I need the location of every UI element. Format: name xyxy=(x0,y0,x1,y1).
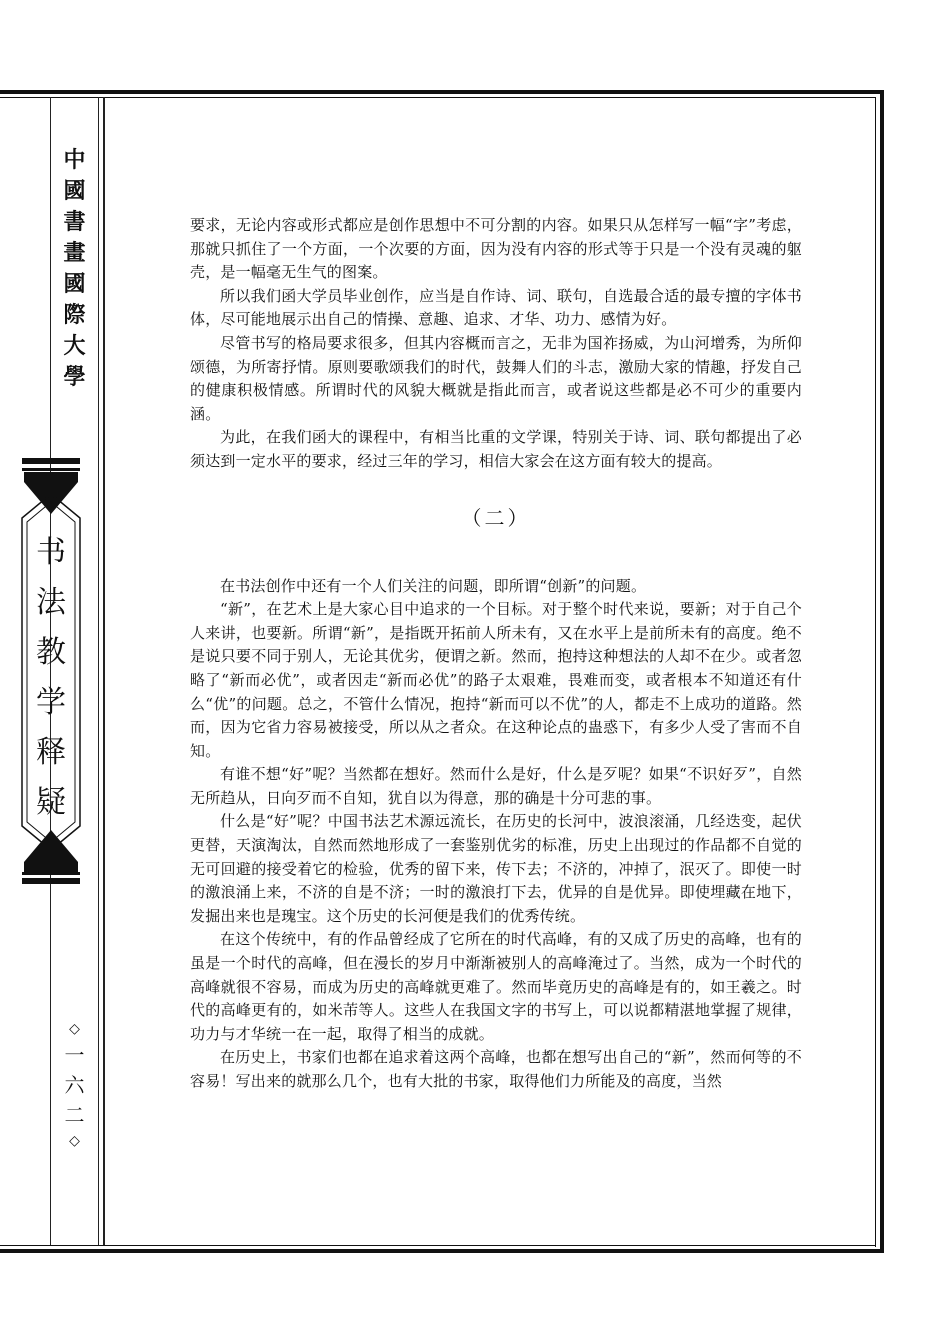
paragraph: 什么是“好”呢？中国书法艺术源远流长，在历史的长河中，波浪滚涌，几经迭变，起伏更替，天演淘汰，自然而然地形成了一套鉴别优劣的标准，历史上出现过的作品都不自觉的无可回避的接受着它的检验，优秀的留下来，传下去；不济的，冲掉了，泯灭了。即使一时的激浪涌上来，不济的自是不济；一时的激浪打下去，优异的自是优异。即使埋藏在地下，发掘出来也是瑰宝。这个历史的长河便是我们的优秀传统。 xyxy=(190,812,802,925)
page-frame-bottom-border xyxy=(0,1249,884,1253)
page-number-char: 六 xyxy=(64,1073,85,1097)
sidebar-rule-divider xyxy=(103,97,105,1245)
book-title-char: 法 xyxy=(36,585,66,620)
page-frame-bottom-inner-border xyxy=(0,1245,876,1246)
paragraph: 尽管书写的格局要求很多，但其内容概而言之，无非为国祚扬威，为山河增秀，为所仰颂德，为所寄抒情。原则要歌颂我们的时代，鼓舞人们的斗志，激励大家的情趣，抒发自己的健康积极情感。所谓时代的风貌大概就是指此而言，或者说这些都是必不可少的重要内涵。 xyxy=(190,333,802,423)
paragraph: 要求，无论内容或形式都应是创作思想中不可分割的内容。如果只从怎样写一幅“字”考虑，那就只抓住了一个方面，一个次要的方面，因为没有内容的形式等于只是一个没有灵魂的躯壳，是一幅毫无生气的图案。 xyxy=(190,216,802,282)
title-box-bottom-bar xyxy=(22,878,80,884)
book-title-char: 书 xyxy=(36,535,66,570)
paragraph: 在这个传统中，有的作品曾经成了它所在的时代高峰，有的又成了历史的高峰，也有的虽是一个时代的高峰，但在漫长的岁月中渐渐被别人的高峰淹过了。当然，成为一个时代的高峰就很不容易，而成为历史的高峰就更难了。然而毕竟历史的高峰是有的，如王羲之。时代的高峰更有的，如米芾等人。这些人在我国文字的书写上，可以说都精湛地掌握了规律，功力与才华统一在一起，取得了相当的成就。 xyxy=(190,930,802,1043)
univ-char: 國 xyxy=(63,179,86,204)
sidebar-university-name xyxy=(51,145,98,393)
page-number xyxy=(51,1018,98,1152)
title-box-bottom-thin-bar xyxy=(22,872,80,875)
title-box-top-bar xyxy=(22,458,80,464)
paragraph: 在书法创作中还有一个人们关注的问题，即所谓“创新”的问题。 xyxy=(220,576,647,595)
univ-char: 學 xyxy=(63,365,86,390)
book-title-char: 释 xyxy=(36,735,66,770)
page-frame-top-inner-border xyxy=(0,97,876,98)
paragraph: 所以我们函大学员毕业创作，应当是自作诗、词、联句，自选最合适的最专擅的字体书体，尽可能地展示出自己的情操、意趣、追求、才华、功力、感情为好。 xyxy=(190,286,802,329)
page-frame-top-border xyxy=(0,90,884,94)
univ-char: 大 xyxy=(63,334,86,359)
univ-char: 際 xyxy=(63,303,86,328)
page-number-char: 一 xyxy=(64,1043,85,1067)
univ-char: 畫 xyxy=(63,241,86,266)
diamond-icon: ◇ xyxy=(69,1133,80,1149)
diamond-icon: ◇ xyxy=(69,1021,80,1037)
page-frame-right-border xyxy=(880,90,884,1253)
main-text-column xyxy=(190,214,802,1094)
paragraph: 在历史上，书家们也都在追求着这两个高峰，也都在想写出自己的“新”，然而何等的不容易！写出来的就那么几个，也有大批的书家，取得他们力所能及的高度，当然 xyxy=(190,1048,802,1090)
paragraph: 有谁不想“好”呢？当然都在想好。然而什么是好，什么是歹呢？如果“不识好歹”，自然无所趋从，日向歹而不自知，犹自以为得意，那的确是十分可悲的事。 xyxy=(190,765,802,807)
book-title-char: 学 xyxy=(36,685,66,720)
section-heading: （二） xyxy=(461,505,531,530)
univ-char: 中 xyxy=(63,148,86,173)
page-number-char: 二 xyxy=(64,1103,85,1127)
sidebar-rule-right xyxy=(98,97,99,1245)
univ-char: 國 xyxy=(63,272,86,297)
book-title-char: 教 xyxy=(36,635,66,670)
sidebar-book-title xyxy=(24,528,78,828)
univ-char: 書 xyxy=(63,210,86,235)
book-title-char: 疑 xyxy=(36,785,66,820)
paragraph: “新”，在艺术上是大家心目中追求的一个目标。对于整个时代来说，要新；对于自己个人来讲，也要新。所谓“新”，是指既开拓前人所未有，又在水平上是前所未有的高度。绝不是说只要不同于别人，无论其优劣，便谓之新。然而，抱持这种想法的人却不在少。或者忽略了“新而必优”，或者因走“新而必优”的路子太艰难，畏难而变，或者根本不知道还有什么“优”的问题。总之，不管什么情况，抱持“新而可以不优”的人，都走不上成功的道路。然而，因为它省力容易被接受，所以从之者众。在这种论点的蛊惑下，有多少人受了害而不自知。 xyxy=(190,600,802,760)
paragraph: 为此，在我们函大的课程中，有相当比重的文学课，特别关于诗、词、联句都提出了必须达到一定水平的要求，经过三年的学习，相信大家会在这方面有较大的提高。 xyxy=(190,428,802,470)
page-frame-right-inner-border xyxy=(875,97,876,1247)
